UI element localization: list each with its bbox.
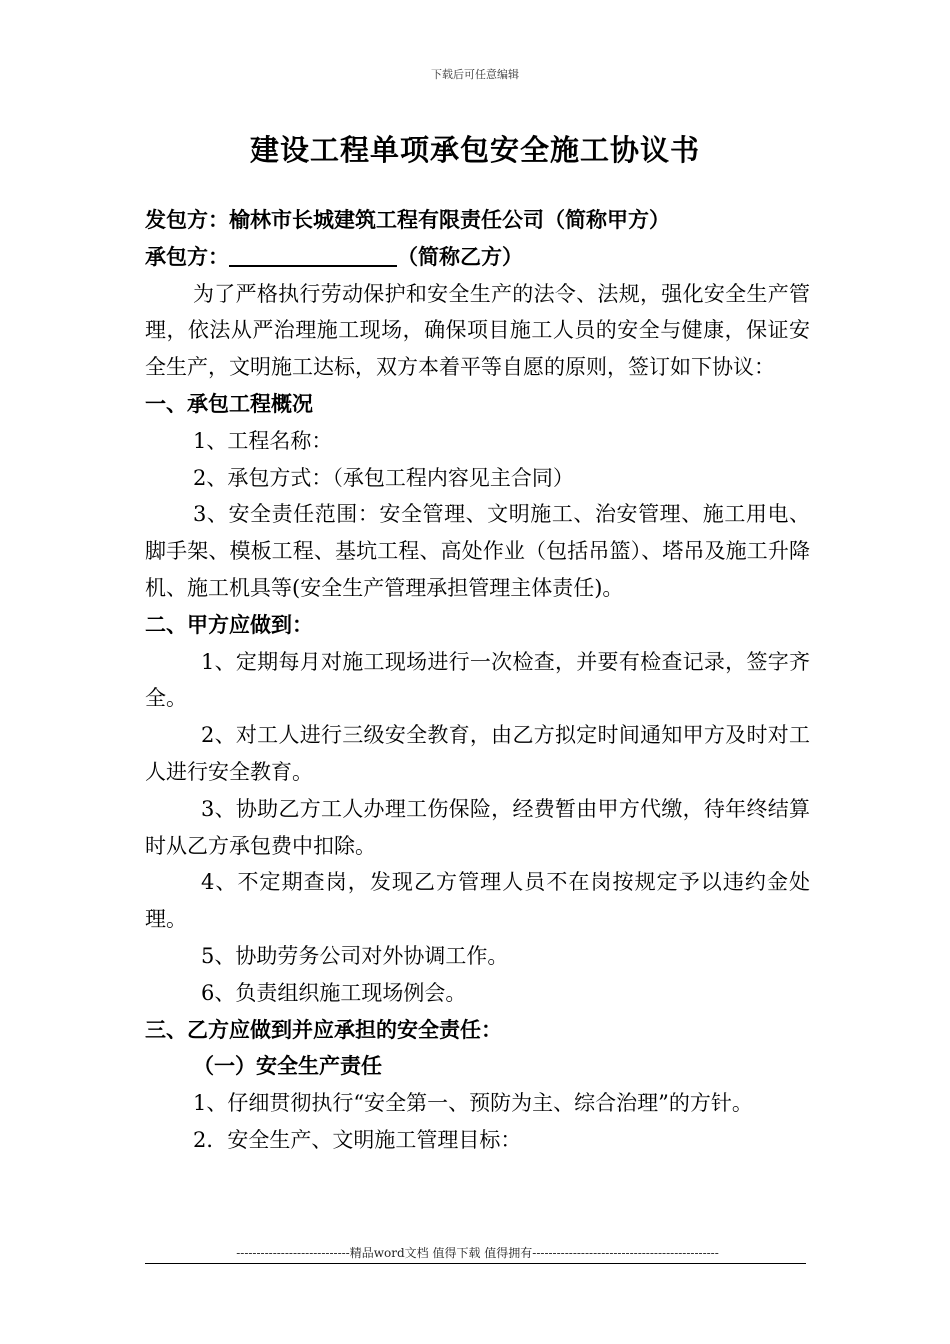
footer-text: ----------------------------精品word文档 值得下载 值得拥有----------------------------------------------: [236, 1246, 719, 1260]
section-3-subheading: （一）安全生产责任: [193, 1053, 382, 1079]
contractor-blank-line: [229, 243, 397, 267]
section-2-heading: 二、甲方应做到：: [145, 611, 313, 637]
section-2-item-4: 4、不定期查岗，发现乙方管理人员不在岗按规定予以违约金处理。: [145, 870, 810, 932]
section-1-item-2: 2、承包方式：（承包工程内容见主合同）: [193, 465, 574, 490]
section-3-item-2: 2．安全生产、文明施工管理目标：: [193, 1127, 522, 1152]
section-3-item-1: 1、仔细贯彻执行“安全第一、预防为主、综合治理”的方针。: [193, 1091, 753, 1116]
section-1-heading: 一、承包工程概况: [145, 390, 313, 416]
employer-label: 发包方：: [145, 207, 229, 232]
section-2-item-1: 1、定期每月对施工现场进行一次检查，并要有检查记录，签字齐全。: [145, 649, 810, 711]
contractor-label: 承包方：: [145, 243, 229, 269]
section-3-heading: 三、乙方应做到并应承担的安全责任：: [145, 1016, 502, 1042]
section-2-item-3: 3、协助乙方工人办理工伤保险，经费暂由甲方代缴，待年终结算时从乙方承包费中扣除。: [145, 796, 810, 858]
section-2-item-2: 2、对工人进行三级安全教育，由乙方拟定时间通知甲方及时对工人进行安全教育。: [145, 723, 810, 784]
section-1-item-3: 3、安全责任范围：安全管理、文明施工、治安管理、施工用电、脚手架、模板工程、基坑工程、高处作业（包括吊篮）、塔吊及施工升降机、施工机具等(安全生产管理承担管理主体责任)。: [145, 502, 810, 600]
employer-line: [145, 202, 810, 239]
contractor-suffix: （简称乙方）: [397, 243, 523, 269]
intro-paragraph: 为了严格执行劳动保护和安全生产的法令、法规，强化安全生产管理，依法从严治理施工现场，确保项目施工人员的安全与健康，保证安全生产，文明施工达标，双方本着平等自愿的原则，签订如下协议：: [145, 281, 810, 380]
contractor-line: [145, 239, 810, 276]
document-body: [145, 202, 810, 1159]
footer-rule: [145, 1263, 806, 1264]
section-1-item-1: 1、工程名称：: [193, 428, 333, 453]
employer-value: 榆林市长城建筑工程有限责任公司（简称甲方）: [229, 207, 670, 232]
section-2-item-6: 6、负责组织施工现场例会。: [201, 980, 467, 1005]
header-note: 下载后可任意编辑: [431, 68, 519, 81]
document-title: 建设工程单项承包安全施工协议书: [249, 133, 700, 167]
section-2-item-5: 5、协助劳务公司对外协调工作。: [201, 943, 509, 968]
